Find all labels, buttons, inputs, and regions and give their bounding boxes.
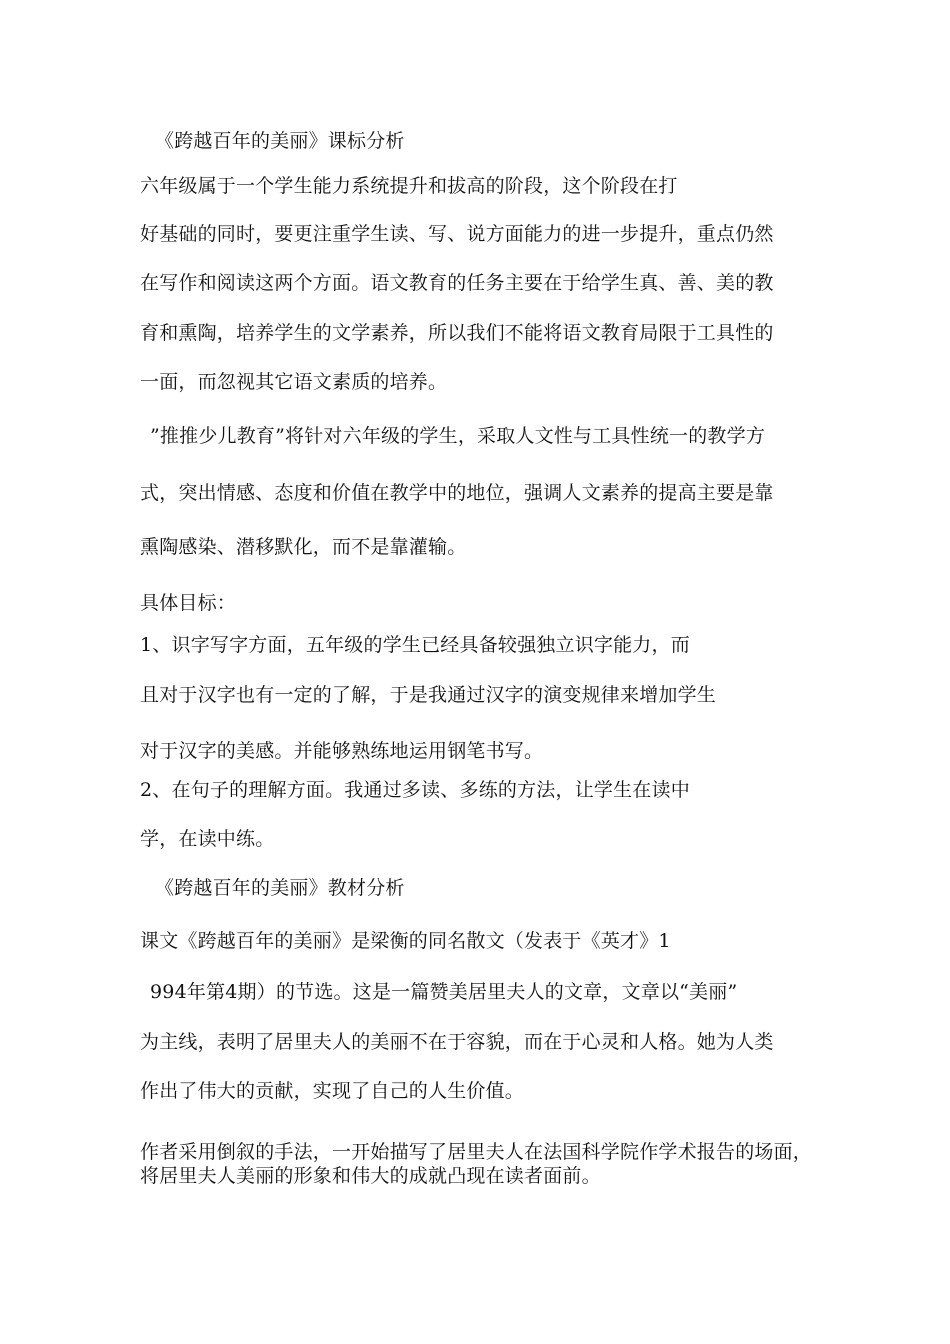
paragraph-line: 式，突出情感、态度和价值在教学中的地位，强调人文素养的提高主要是靠 xyxy=(140,482,774,504)
paragraph-line: 六年级属于一个学生能力系统提升和拔高的阶段，这个阶段在打 xyxy=(140,175,678,197)
goal-line: 1、识字写字方面，五年级的学生已经具备较强独立识字能力，而 xyxy=(140,634,690,656)
paragraph-line: 熏陶感染、潜移默化，而不是靠灌输。 xyxy=(140,536,467,558)
subheading-specific-goals: 具体目标： xyxy=(140,592,237,614)
heading-curriculum-analysis: 《跨越百年的美丽》课标分析 xyxy=(155,130,405,152)
paragraph-line: 一面，而忽视其它语文素质的培养。 xyxy=(140,371,448,393)
goal-line: 学，在读中练。 xyxy=(140,828,275,850)
paragraph-line: ”推推少儿教育”将针对六年级的学生，采取人文性与工具性统一的教学方 xyxy=(150,425,766,447)
paragraph-line: 好基础的同时，要更注重学生读、写、说方面能力的进一步提升，重点仍然 xyxy=(140,223,774,245)
paragraph-flashback: 作者采用倒叙的手法，一开始描写了居里夫人在法国科学院作学术报告的场面，将居里夫人美丽的形象和伟大的成就凸现在读者面前。 xyxy=(140,1141,813,1187)
paragraph-line: 为主线，表明了居里夫人的美丽不在于容貌，而在于心灵和人格。她为人类 xyxy=(140,1031,774,1053)
heading-textbook-analysis: 《跨越百年的美丽》教材分析 xyxy=(155,877,405,899)
paragraph-line: 作出了伟大的贡献，实现了自己的人生价值。 xyxy=(140,1080,525,1102)
paragraph-line: 育和熏陶，培养学生的文学素养，所以我们不能将语文教育局限于工具性的 xyxy=(140,322,774,344)
paragraph-line: 994年第4期）的节选。这是一篇赞美居里夫人的文章，文章以“美丽” xyxy=(150,981,738,1003)
paragraph-line: 在写作和阅读这两个方面。语文教育的任务主要在于给学生真、善、美的教 xyxy=(140,272,774,294)
goal-line: 且对于汉字也有一定的了解，于是我通过汉字的演变规律来增加学生 xyxy=(140,684,717,706)
paragraph-line: 课文《跨越百年的美丽》是梁衡的同名散文（发表于《英才》1 xyxy=(140,930,671,952)
goal-line: 对于汉字的美感。并能够熟练地运用钢笔书写。 xyxy=(140,740,544,762)
goal-line: 2、在句子的理解方面。我通过多读、多练的方法，让学生在读中 xyxy=(140,779,690,801)
